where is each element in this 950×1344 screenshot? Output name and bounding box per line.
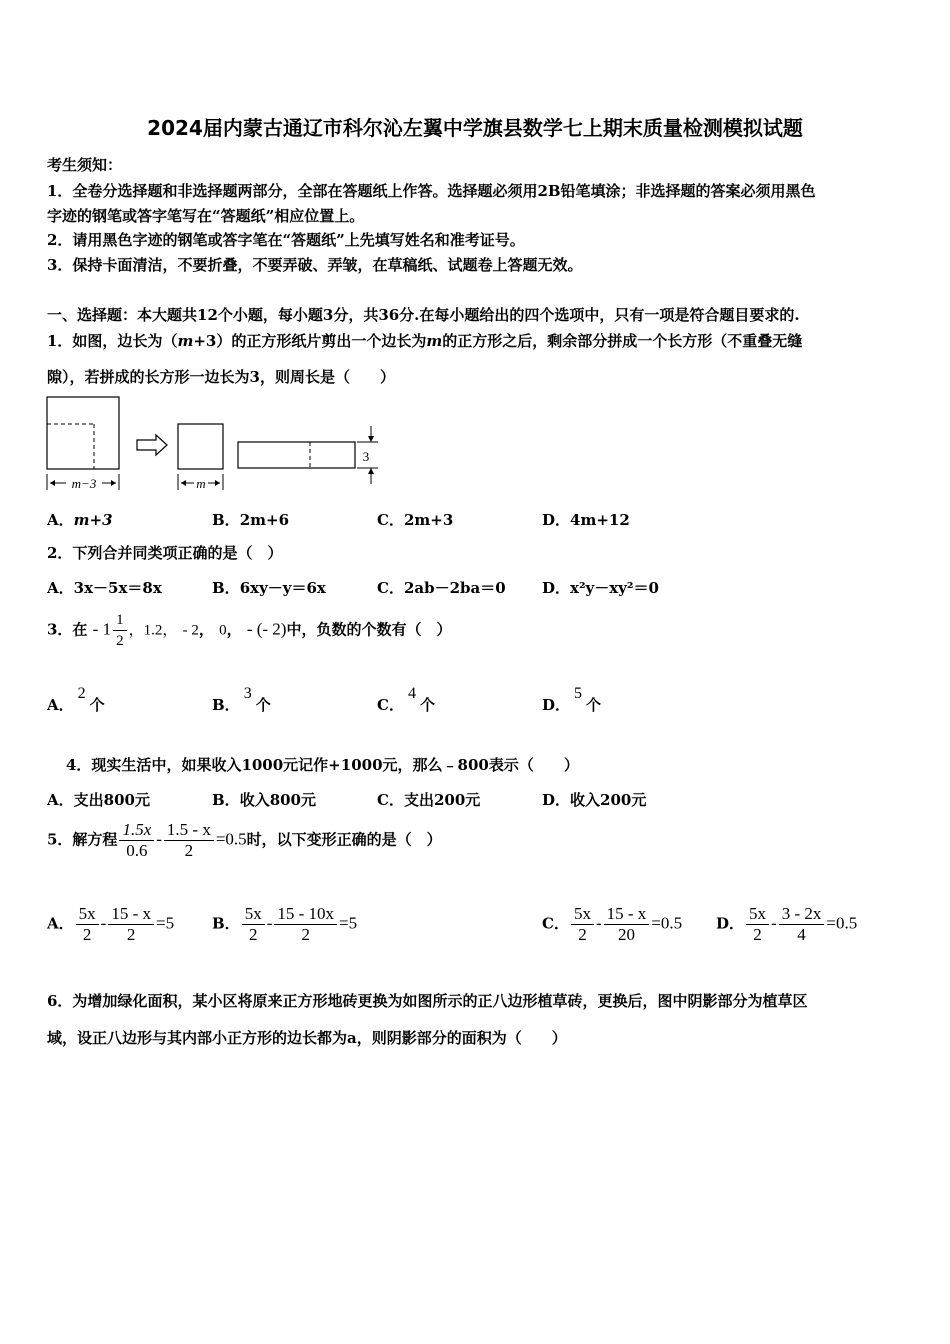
- question-6-stem-line2: 域，设正八边形与其内部小正方形的边长都为a，则阴影部分的面积为（ ）: [47, 1029, 567, 1047]
- q5-option-b: B． $\frac{5x}{2}$ - $\frac{15 - 10x}{2}$ =5: [212, 904, 358, 944]
- q3-option-b: B．3个: [212, 685, 271, 714]
- notice-item: 字迹的钢笔或答字笔写在“答题纸”相应位置上。: [47, 207, 365, 225]
- question-6-stem: 6．为增加绿化面积，某小区将原来正方形地砖更换为如图所示的正八边形植草砖，更换后，图中阴影部分为植草区: [47, 992, 808, 1010]
- label-m-minus-3: m−3: [71, 476, 97, 491]
- label-3: 3: [362, 449, 370, 464]
- notice-item: 2．请用黑色字迹的钢笔或答字笔在“答题纸”上先填写姓名和准考证号。: [47, 231, 525, 249]
- q5-option-d: D． $\frac{5x}{2}$ - $\frac{3 - 2x}{4}$ =0.5: [716, 904, 858, 944]
- q3-option-c: C．4个: [377, 685, 435, 714]
- question-1-stem: 1．如图，边长为（m+3）的正方形纸片剪出一个边长为m的正方形之后，剩余部分拼成一个长方形（不重叠无缝: [47, 332, 803, 350]
- q2-option-c: C．2ab－2ba＝0: [377, 579, 506, 597]
- q5-option-c: C． $\frac{5x}{2}$ - $\frac{15 - x}{20}$ =0.5: [542, 904, 683, 944]
- q4-option-b: B．收入800元: [212, 791, 316, 809]
- label-m: m: [196, 476, 206, 491]
- q1-option-a: A．m+3: [47, 511, 113, 529]
- q4-option-d: D．收入200元: [542, 791, 647, 809]
- page-title: 2024届内蒙古通辽市科尔沁左翼中学旗县数学七上期末质量检测模拟试题: [147, 116, 803, 140]
- q4-option-c: C．支出200元: [377, 791, 481, 809]
- section-heading: 一、选择题：本大题共12个小题，每小题3分，共36分.在每小题给出的四个选项中，只有一项是符合题目要求的.: [47, 306, 800, 324]
- notice-heading: 考生须知：: [47, 156, 123, 174]
- q1-option-d: D．4m+12: [542, 511, 630, 529]
- q2-option-b: B．6xy－y＝6x: [212, 579, 326, 597]
- q2-option-d: D．x²y－xy²＝0: [542, 579, 659, 597]
- question-2-stem: 2．下列合并同类项正确的是（ ）: [47, 544, 283, 562]
- q2-option-a: A．3x－5x＝8x: [47, 579, 162, 597]
- question-4-stem: 4．现实生活中，如果收入1000元记作+1000元，那么﹣800表示（ ）: [66, 756, 579, 774]
- question-1-figure: [44, 394, 389, 494]
- notice-item: 3．保持卡面清洁，不要折叠，不要弄破、弄皱，在草稿纸、试题卷上答题无效。: [47, 256, 583, 274]
- q3-option-a: A．2个: [47, 685, 105, 714]
- q4-option-a: A．支出800元: [47, 791, 150, 809]
- notice-item: 1．全卷分选择题和非选择题两部分，全部在答题纸上作答。选择题必须用2B铅笔填涂；非选择题的答案必须用黑色: [47, 182, 816, 200]
- q1-option-c: C．2m+3: [377, 511, 454, 529]
- question-1-stem-line2: 隙），若拼成的长方形一边长为3，则周长是（ ）: [47, 368, 395, 386]
- question-5-stem: 5．解方程 $\frac{1.5x}{0.6}$ - $\frac{1.5 - x}{2}$ =0.5时，以下变形正确的是（ ）: [47, 820, 442, 860]
- arrow-right-icon: [137, 435, 167, 455]
- q1-option-b: B．2m+6: [212, 511, 290, 529]
- question-3-stem: 3．在 - 1 $\frac{1}{2}$ ，1.2， - 2， 0， - (- 2)中，负数的个数有（ ）: [47, 612, 452, 649]
- q5-option-a: A． $\frac{5x}{2}$ - $\frac{15 - x}{2}$ =5: [47, 904, 175, 944]
- q3-option-d: D．5个: [542, 685, 602, 714]
